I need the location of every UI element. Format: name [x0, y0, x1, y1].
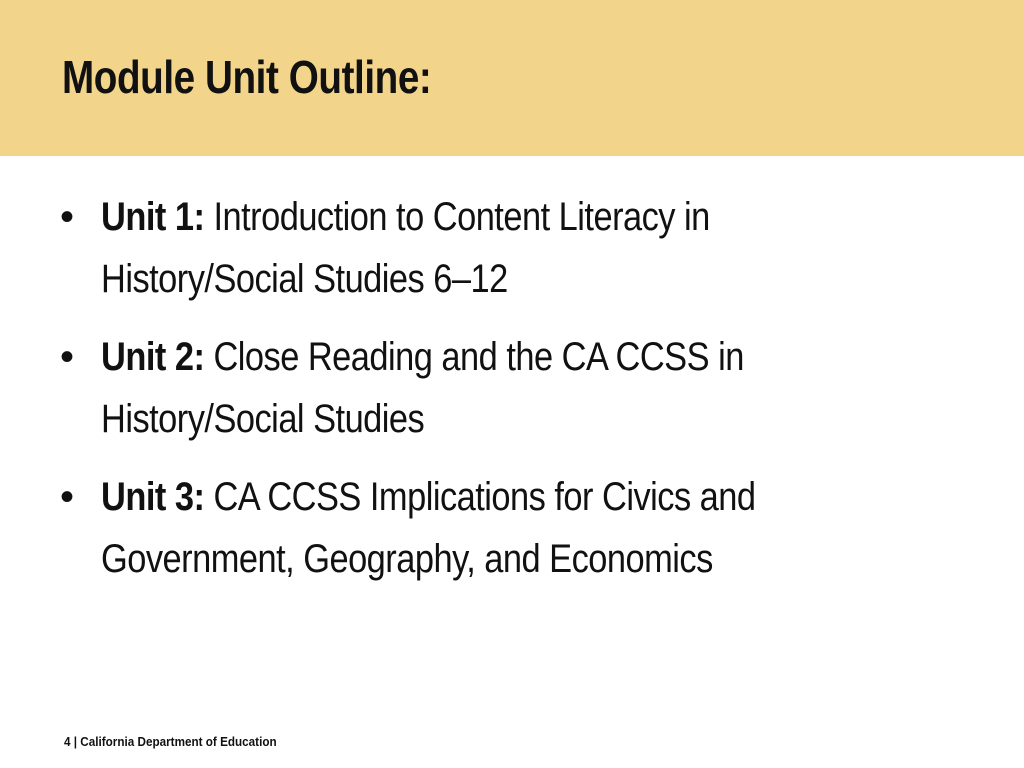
bullet-text	[101, 186, 961, 310]
unit-title-line-1: Introduction to Content Literacy in	[213, 195, 710, 239]
unit-title-line-1: Close Reading and the CA CCSS in	[213, 335, 744, 379]
bullet-icon: •	[60, 195, 74, 239]
page-number: 4	[64, 734, 71, 749]
bullet-text	[101, 326, 961, 450]
bullet-text	[101, 466, 961, 590]
unit-label: Unit 3:	[101, 475, 205, 519]
list-item-unit-1	[58, 186, 988, 310]
list-item-unit-3	[58, 466, 988, 590]
bullet-icon: •	[60, 335, 74, 379]
slide-title: Module Unit Outline:	[62, 51, 432, 103]
unit-title-line-2: History/Social Studies 6–12	[101, 257, 508, 301]
unit-label: Unit 2:	[101, 335, 205, 379]
slide-footer	[64, 734, 277, 749]
footer-separator: |	[70, 734, 81, 749]
organization-name: California Department of Education	[80, 734, 277, 749]
unit-outline-list	[58, 186, 988, 606]
bullet-icon: •	[60, 475, 74, 519]
unit-label: Unit 1:	[101, 195, 205, 239]
unit-title-line-2: Government, Geography, and Economics	[101, 537, 713, 581]
unit-title-line-1: CA CCSS Implications for Civics and	[213, 475, 756, 519]
list-item-unit-2	[58, 326, 988, 450]
unit-title-line-2: History/Social Studies	[101, 397, 425, 441]
